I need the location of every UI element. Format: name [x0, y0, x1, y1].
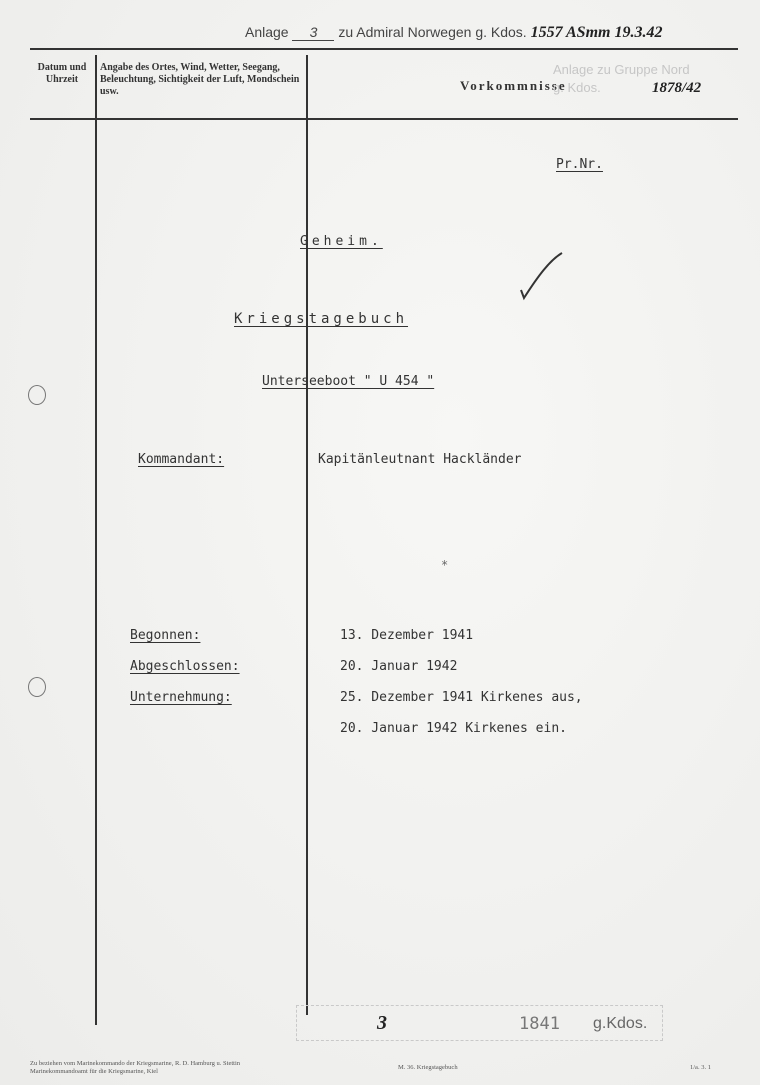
- anlage-header: [245, 24, 662, 42]
- column-header-location: Angabe des Ortes, Wind, Wetter, Seegang, Beleuchtung, Sichtigkeit der Luft, Mondschein usw.: [100, 62, 300, 97]
- punch-hole-lower: [28, 677, 46, 697]
- geheim-heading: Geheim.: [300, 234, 383, 249]
- begonnen-label: Begonnen:: [130, 628, 201, 643]
- table-top-rule: [30, 48, 738, 50]
- footer-left-line-1: Zu beziehen vom Marinekommando der Kriegsmarine, R. D. Hamburg u. Stettin: [30, 1060, 240, 1067]
- column-header-date: Datum und Uhrzeit: [37, 62, 87, 85]
- anlage-number: 3: [292, 24, 334, 41]
- begonnen-value: 13. Dezember 1941: [340, 628, 474, 643]
- footer-left-line-2: Marinekommandoamt für die Kriegsmarine, Kiel: [30, 1068, 158, 1075]
- punch-hole-upper: [28, 385, 46, 405]
- bottom-stamp-code: 1841: [519, 1014, 560, 1034]
- unternehmung-value-2: 20. Januar 1942 Kirkenes ein.: [340, 721, 567, 736]
- bottom-stamp-suffix: g.Kdos.: [593, 1015, 648, 1032]
- abgeschlossen-value: 20. Januar 1942: [340, 659, 458, 674]
- pr-nr-label: Pr.Nr.: [556, 157, 603, 172]
- footer-center: M. 36. Kriegstagebuch: [398, 1064, 458, 1071]
- table-header-bottom-rule: [30, 118, 738, 120]
- handwritten-reference: 1557 ASmm 19.3.42: [530, 24, 663, 41]
- column-divider-1: [95, 55, 97, 1025]
- column-header-events: Vorkommnisse: [460, 78, 567, 93]
- footer-right: 1/a. 3. 1: [690, 1064, 711, 1071]
- footer-left: [30, 1060, 240, 1076]
- asterisk-mark: *: [441, 558, 449, 572]
- kriegstagebuch-title: Kriegstagebuch: [234, 311, 409, 327]
- faint-stamp-line-2: g. Kdos.: [553, 80, 601, 95]
- unternehmung-label: Unternehmung:: [130, 690, 232, 705]
- abgeschlossen-label: Abgeschlossen:: [130, 659, 240, 674]
- kommandant-label: Kommandant:: [138, 452, 225, 467]
- anlage-label: Anlage: [245, 24, 289, 40]
- handwritten-reference-2: 1878/42: [652, 80, 702, 96]
- kommandant-value: Kapitänleutnant Hackländer: [318, 452, 522, 467]
- bottom-stamp-box: [296, 1005, 663, 1041]
- unternehmung-value-1: 25. Dezember 1941 Kirkenes aus,: [340, 690, 583, 705]
- pencil-checkmark: [518, 250, 568, 304]
- bottom-stamp-number: 3: [377, 1012, 387, 1034]
- boat-designation: Unterseeboot " U 454 ": [262, 374, 435, 389]
- zu-text: zu Admiral Norwegen g. Kdos.: [338, 24, 527, 40]
- column-divider-2: [306, 55, 308, 1015]
- faint-stamp-line-1: Anlage zu Gruppe Nord: [553, 62, 690, 77]
